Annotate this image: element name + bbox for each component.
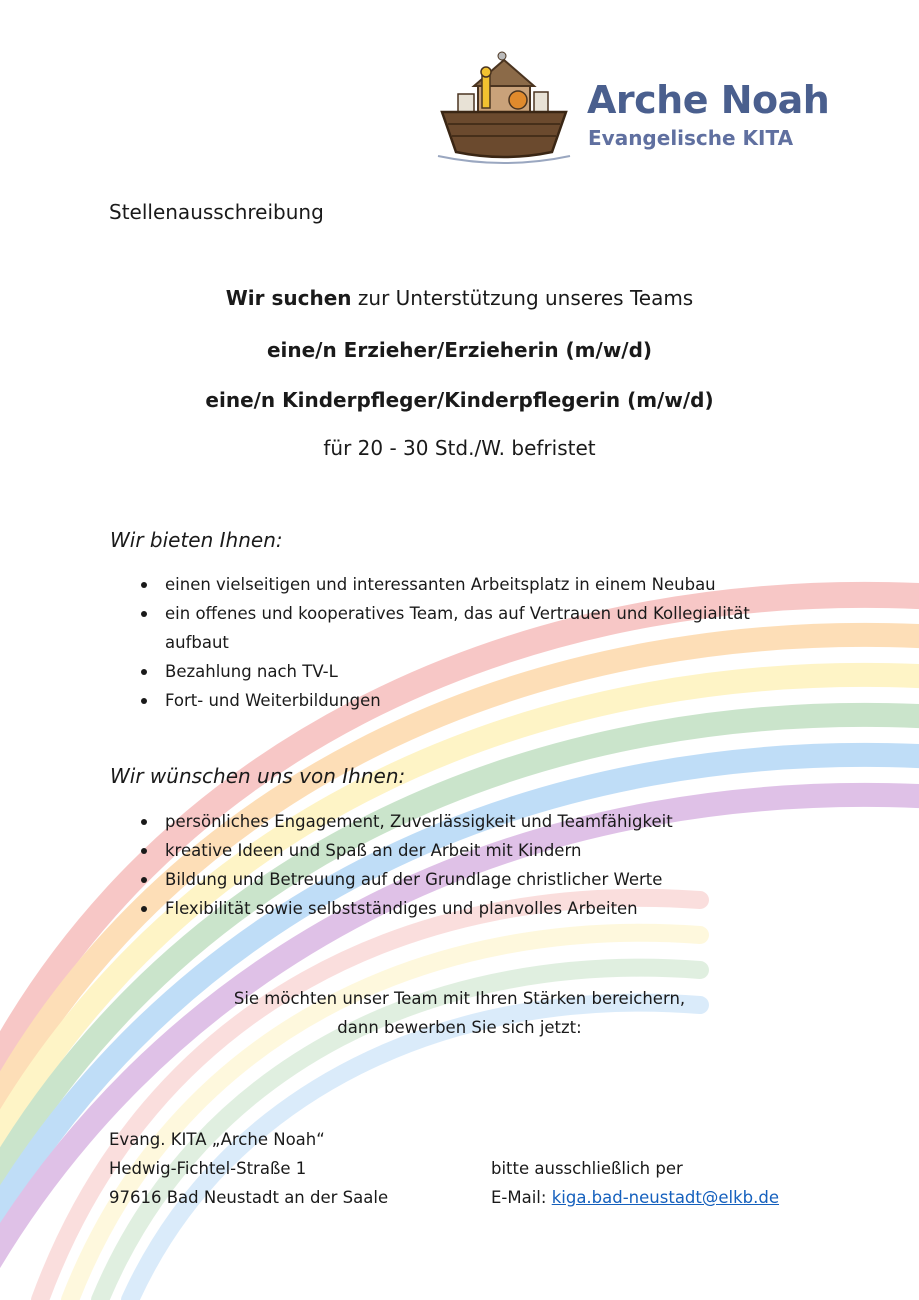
list-item: Bildung und Betreuung auf der Grundlage christlicher Werte	[138, 865, 818, 894]
wishes-heading: Wir wünschen uns von Ihnen:	[110, 764, 406, 788]
document-type: Stellenausschreibung	[109, 200, 324, 224]
list-item: Bezahlung nach TV-L	[138, 657, 818, 686]
ark-icon	[434, 48, 574, 168]
email-label: E-Mail:	[491, 1188, 552, 1207]
logo-title: Arche Noah	[587, 78, 830, 122]
headline-intro-rest: zur Unterstützung unseres Teams	[351, 286, 694, 310]
address-name: Evang. KITA „Arche Noah“	[109, 1130, 325, 1149]
list-item: Fort- und Weiterbildungen	[138, 686, 818, 715]
list-item: Flexibilität sowie selbstständiges und planvolles Arbeiten	[138, 894, 818, 923]
offers-list	[138, 570, 818, 715]
address-city: 97616 Bad Neustadt an der Saale	[109, 1188, 389, 1207]
address-street: Hedwig-Fichtel-Straße 1	[109, 1159, 307, 1178]
closing-line-1: Sie möchten unser Team mit Ihren Stärken bereichern,	[233, 989, 686, 1008]
list-item: kreative Ideen und Spaß an der Arbeit mit Kindern	[138, 836, 818, 865]
working-hours: für 20 - 30 Std./W. befristet	[323, 436, 596, 460]
contact-email-line	[491, 1183, 779, 1212]
list-item: persönliches Engagement, Zuverlässigkeit und Teamfähigkeit	[138, 807, 818, 836]
role-kinderpfleger: eine/n Kinderpfleger/Kinderpflegerin (m/w/d)	[205, 388, 714, 412]
logo-subtitle: Evangelische KITA	[588, 126, 794, 150]
role-erzieher: eine/n Erzieher/Erzieherin (m/w/d)	[266, 338, 653, 362]
email-link[interactable]: kiga.bad-neustadt@elkb.de	[551, 1188, 780, 1207]
headline-intro	[0, 286, 919, 310]
contact-note: bitte ausschließlich per	[491, 1159, 683, 1178]
kita-logo	[434, 48, 854, 178]
list-item: ein offenes und kooperatives Team, das auf Vertrauen und Kollegialität aufbaut	[138, 599, 818, 657]
offers-heading: Wir bieten Ihnen:	[110, 528, 283, 552]
closing-line-2: dann bewerben Sie sich jetzt:	[337, 1018, 582, 1037]
list-item: einen vielseitigen und interessanten Arbeitsplatz in einem Neubau	[138, 570, 818, 599]
headline-intro-bold: Wir suchen	[225, 286, 352, 310]
wishes-list	[138, 807, 818, 923]
